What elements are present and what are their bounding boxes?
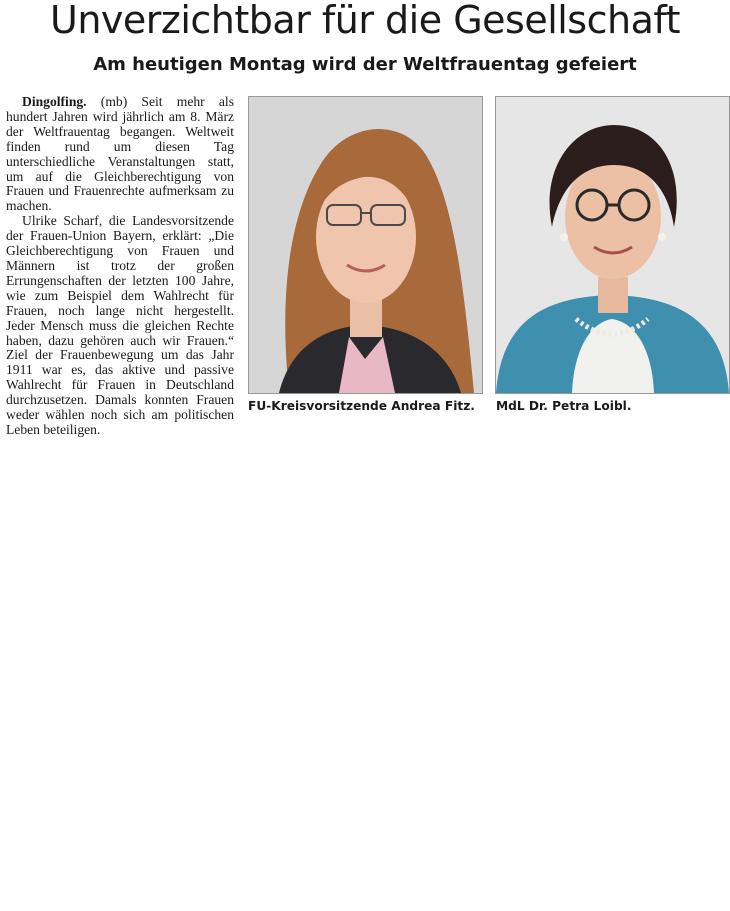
paragraph: Ulrike Scharf, die Landesvorsitzende der Frauen-Union Bayern, erklärt: „Die Gleichberechtigung von Frauen und Männern ist trotz der großen Errungenschaften der letzten 100 Jahre, wie zum Beispiel dem Wahlrecht für Frauen, noch lange nicht hergestellt. Jeder Mensch muss die gleichen Rechte haben, dazu gehören auch wir Frauen.“ Ziel der Frauenbewegung um das Jahr 1911 war es, das aktive und passive Wahlrecht für Frauen in Deutschland durchzusetzen. Damals konnten Frauen weder wählen noch sich am politischen Leben beteiligen. [6,213,234,437]
paragraph [6,95,234,214]
subheadline: Am heutigen Montag wird der Weltfrauentag gefeiert [93,54,637,75]
photo-petra-loibl [495,96,730,394]
portrait-woman-icon [249,97,482,393]
photo-caption: MdL Dr. Petra Loibl. [496,399,632,413]
dateline: Dingolfing. [22,94,87,109]
headline: Unverzichtbar für die Gesellschaft [50,0,680,42]
photo-andrea-fitz [248,96,483,394]
text-column-1 [6,95,234,438]
paragraph-text: (mb) Seit mehr als hundert Jahren wird jährlich am 8. März der Weltfrauentag begangen. Weltweit finden rund um diesen Tag unterschiedliche Veranstaltungen statt, um auf die Gleichberechtigung von Frauen und Frauenrechte aufmerksam zu machen. [6,94,234,214]
portrait-woman-icon [496,97,729,393]
photo-caption: FU-Kreisvorsitzende Andrea Fitz. [248,399,475,413]
